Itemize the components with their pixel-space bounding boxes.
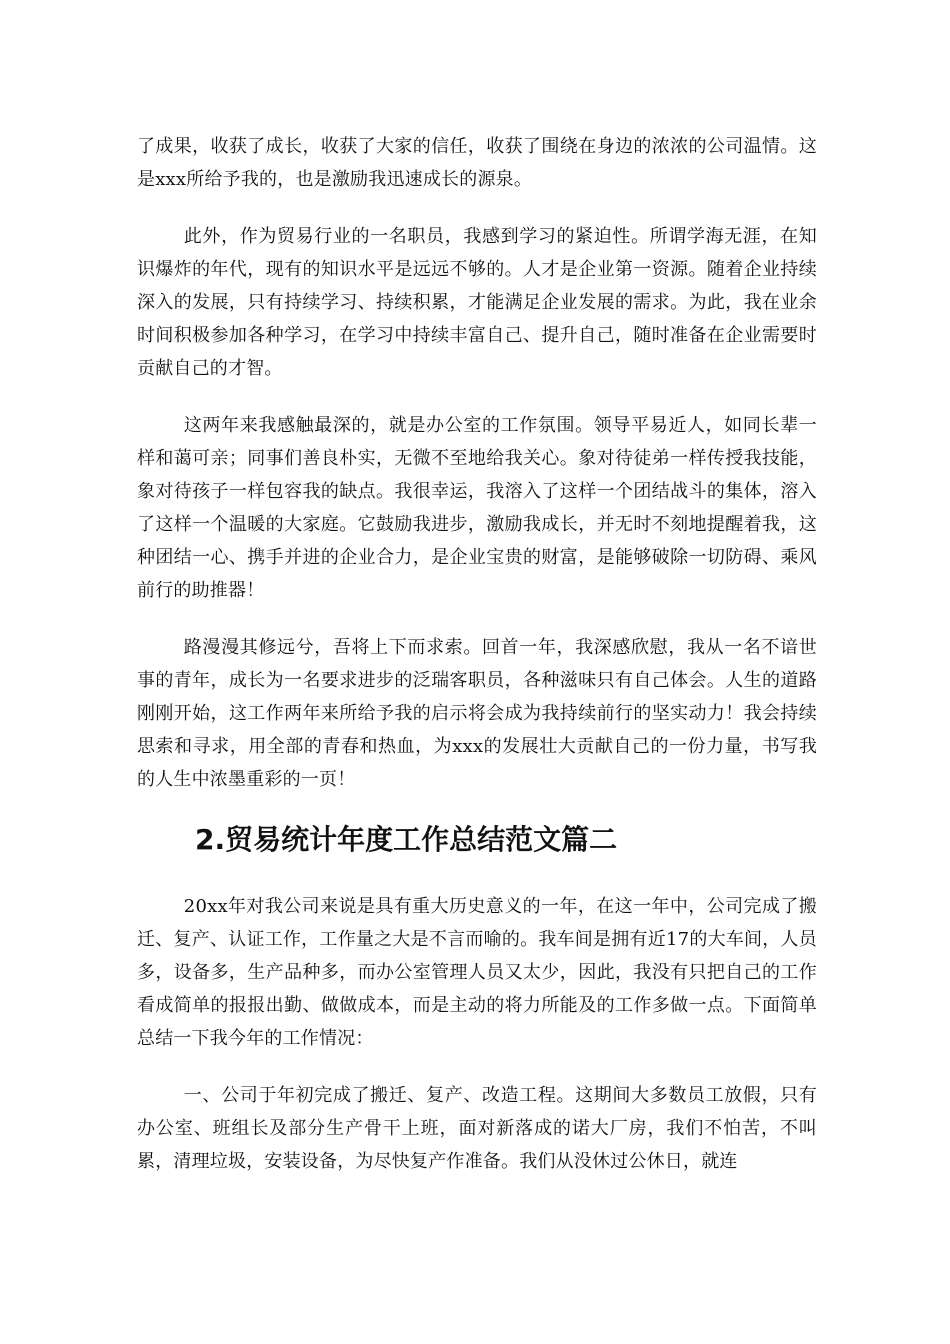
section-heading: 2.贸易统计年度工作总结范文篇二 [195, 823, 618, 856]
paragraph-relocation: 一、公司于年初完成了搬迁、复产、改造工程。这期间大多数员工放假，只有办公室、班组长及部分生产骨干上班，面对新落成的诺大厂房，我们不怕苦，不叫累，清理垃圾，安装设备，为尽快复产作准备。我们从没休过公休日，就连 [137, 1085, 817, 1172]
paragraph-year-overview: 20xx年对我公司来说是具有重大历史意义的一年，在这一年中，公司完成了搬迁、复产、认证工作，工作量之大是不言而喻的。我车间是拥有近17的大车间，人员多，设备多，生产品种多，而办公室管理人员又太少，因此，我没有只把自己的工作看成简单的报报出勤、做做成本，而是主动的将力所能及的工作多做一点。下面简单总结一下我今年的工作情况： [137, 896, 817, 1049]
paragraph-conclusion: 路漫漫其修远兮，吾将上下而求索。回首一年，我深感欣慰，我从一名不谙世事的青年，成长为一名要求进步的泛瑞客职员，各种滋味只有自己体会。人生的道路刚刚开始，这工作两年来所给予我的启示将会成为我持续前行的坚实动力！我会持续思索和寻求，用全部的青春和热血，为xxx的发展壮大贡献自己的一份力量，书写我的人生中浓墨重彩的一页！ [137, 637, 817, 790]
paragraph-office-atmosphere: 这两年来我感触最深的，就是办公室的工作氛围。领导平易近人，如同长辈一样和蔼可亲；同事们善良朴实，无微不至地给我关心。象对待徒弟一样传授我技能，象对待孩子一样包容我的缺点。我很幸运，我溶入了这样一个团结战斗的集体，溶入了这样一个温暖的大家庭。它鼓励我进步，激励我成长，并无时不刻地提醒着我，这种团结一心、携手并进的企业合力，是企业宝贵的财富，是能够破除一切防碍、乘风前行的助推器！ [137, 415, 817, 601]
document-page [137, 130, 817, 1202]
paragraph-continuation: 了成果，收获了成长，收获了大家的信任，收获了围绕在身边的浓浓的公司温情。这是xxx所给予我的，也是激励我迅速成长的源泉。 [137, 136, 817, 190]
paragraph-study: 此外，作为贸易行业的一名职员，我感到学习的紧迫性。所谓学海无涯，在知识爆炸的年代，现有的知识水平是远远不够的。人才是企业第一资源。随着企业持续深入的发展，只有持续学习、持续积累，才能满足企业发展的需求。为此，我在业余时间积极参加各种学习，在学习中持续丰富自己、提升自己，随时准备在企业需要时贡献自己的才智。 [137, 226, 817, 379]
